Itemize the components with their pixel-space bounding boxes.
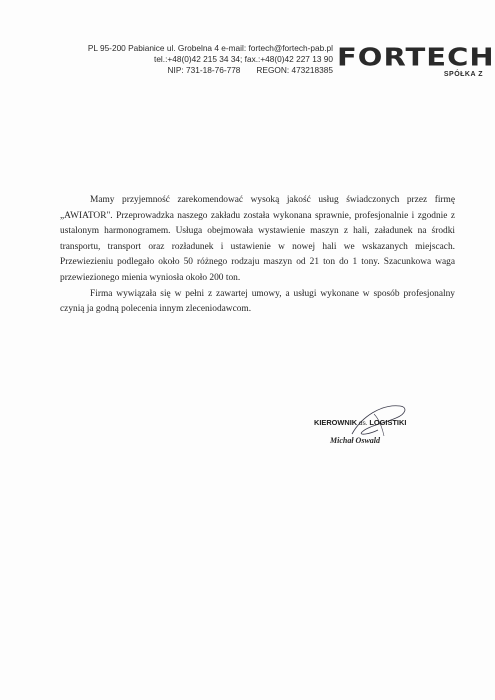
signature-position-connector: ds.	[357, 420, 370, 427]
signature-title	[314, 418, 406, 427]
regon-number: REGON: 473218385	[256, 65, 333, 76]
letter-paragraph-2: Firma wywiązała się w pełni z zawartej umowy, a usługi wykonane w sposób profesjonalny czynią ja godną polecenia innym zleceniodawcom.	[60, 288, 455, 315]
signature-department: LOGISTIKI	[369, 418, 407, 427]
logo-wordmark: FORTECH	[337, 42, 495, 72]
address-line: PL 95-200 Pabianice ul. Grobelna 4 e-mail: fortech@fortech-pab.pl	[87, 43, 333, 53]
registration-line	[13, 65, 333, 76]
signature-position: KIEROWNIK	[314, 418, 358, 427]
letter-paragraph-1: Mamy przyjemność zarekomendować wysoką jakość usług świadczonych przez firmę „AWIATOR". Przeprowadzka naszego zakładu została wykonana sprawnie, profesjonalnie i zgodnie z ustalonym harmonogramem. Usługa obejmowała wystawienie maszyn z hali, załadunek na środki transportu, transport oraz rozładunek i ustawienie w nowej hali we wskazanych miejscach. Przewiezieniu podlegało około 50 różnego rodzaju maszyn od 21 ton do 1 tony. Szacunkowa waga przewiezionego mienia wyniosła około 200 ton.	[60, 195, 455, 283]
signature-block	[312, 396, 432, 456]
phone-line: tel.:+48(0)42 215 34 34; fax.:+48(0)42 227 13 90	[154, 54, 333, 65]
logo-subtitle: SPÓŁKA Z	[443, 71, 483, 78]
nip-number: NIP: 731-18-76-778	[167, 65, 241, 76]
company-header	[13, 43, 333, 77]
signature-name: Michał Oswald	[330, 436, 381, 445]
letter-body	[60, 193, 455, 318]
company-logo	[337, 42, 495, 84]
